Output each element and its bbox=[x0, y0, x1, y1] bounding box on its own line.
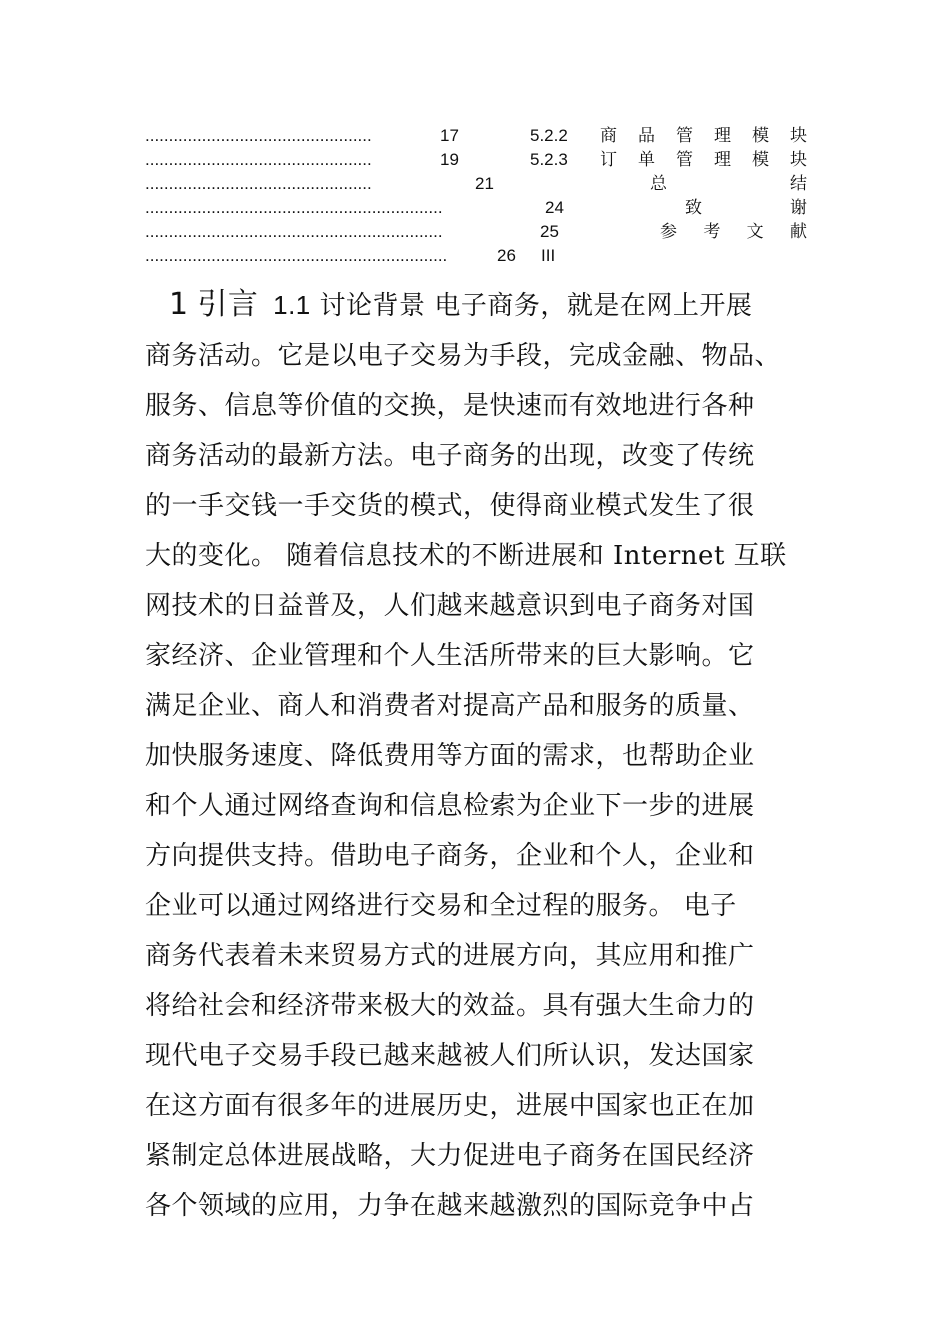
toc-entry-1 bbox=[145, 124, 807, 148]
subheading-number: 1.1 bbox=[273, 290, 311, 320]
toc-title: 商品管理模块 bbox=[600, 126, 807, 146]
toc-leader-dots: ................................................ bbox=[145, 126, 372, 145]
toc-title: 参考文献 bbox=[660, 222, 807, 242]
paragraph-line: 家经济、企业管理和个人生活所带来的巨大影响。它 bbox=[145, 641, 755, 671]
paragraph-line: 服务、信息等价值的交换，是快速而有效地进行各种 bbox=[145, 391, 755, 421]
table-of-contents bbox=[145, 124, 807, 268]
toc-leader-dots: ............................................................... bbox=[145, 198, 443, 217]
paragraph-line: 商务活动。它是以电子交易为手段，完成金融、物品、 bbox=[145, 341, 782, 371]
toc-page-number: 21 bbox=[475, 174, 494, 193]
toc-section-number: 5.2.2 bbox=[530, 126, 568, 145]
toc-entry-6 bbox=[145, 244, 807, 268]
paragraph-line: 的一手交钱一手交货的模式，使得商业模式发生了很 bbox=[145, 491, 755, 521]
paragraph-line: 各个领域的应用，力争在越来越激烈的国际竞争中占 bbox=[145, 1191, 755, 1221]
paragraph-line: 方向提供支持。借助电子商务，企业和个人，企业和 bbox=[145, 841, 755, 871]
toc-title: 订单管理模块 bbox=[600, 150, 807, 170]
subheading-title: 讨论背景 bbox=[319, 291, 426, 321]
paragraph-line: 加快服务速度、降低费用等方面的需求，也帮助企业 bbox=[145, 741, 755, 771]
toc-page-number: 17 bbox=[440, 126, 459, 145]
paragraph-line: 紧制定总体进展战略，大力促进电子商务在国民经济 bbox=[145, 1141, 755, 1171]
paragraph-line: 企业可以通过网络进行交易和全过程的服务。 电子 bbox=[145, 891, 737, 921]
body-text bbox=[145, 280, 815, 1231]
toc-leader-dots: ................................................ bbox=[145, 174, 372, 193]
heading-number: 1 bbox=[169, 287, 189, 322]
toc-entry-3 bbox=[145, 172, 807, 196]
paragraph-line: 大的变化。 随着信息技术的不断进展和 Internet 互联 bbox=[145, 541, 787, 571]
paragraph-line: 将给社会和经济带来极大的效益。具有强大生命力的 bbox=[145, 991, 755, 1021]
paragraph-line: 和个人通过网络查询和信息检索为企业下一步的进展 bbox=[145, 791, 755, 821]
toc-entry-2 bbox=[145, 148, 807, 172]
toc-page-number: 24 bbox=[545, 198, 564, 217]
paragraph-line: 在这方面有很多年的进展历史，进展中国家也正在加 bbox=[145, 1091, 755, 1121]
toc-page-number: 26 bbox=[497, 246, 516, 265]
toc-leader-dots: ................................................................ bbox=[145, 246, 448, 265]
toc-leader-dots: ................................................ bbox=[145, 150, 372, 169]
toc-section-number: 5.2.3 bbox=[530, 150, 568, 169]
paragraph-line: 商务代表着未来贸易方式的进展方向，其应用和推广 bbox=[145, 941, 755, 971]
paragraph-line: 电子商务，就是在网上开展 bbox=[434, 291, 753, 321]
toc-title: 总结 bbox=[650, 174, 807, 194]
toc-title: 致谢 bbox=[685, 198, 807, 218]
toc-page-number: 19 bbox=[440, 150, 459, 169]
toc-page-number: 25 bbox=[540, 222, 559, 241]
toc-leader-dots: ............................................................... bbox=[145, 222, 443, 241]
toc-entry-4 bbox=[145, 196, 807, 220]
paragraph-line: 现代电子交易手段已越来越被人们所认识，发达国家 bbox=[145, 1041, 755, 1071]
heading-title: 引言 bbox=[197, 287, 259, 322]
toc-entry-5 bbox=[145, 220, 807, 244]
page-roman-numeral: III bbox=[541, 246, 556, 265]
paragraph-line: 网技术的日益普及，人们越来越意识到电子商务对国 bbox=[145, 591, 755, 621]
paragraph-line: 商务活动的最新方法。电子商务的出现，改变了传统 bbox=[145, 441, 755, 471]
text-line-1 bbox=[145, 280, 815, 331]
paragraph-line: 满足企业、商人和消费者对提高产品和服务的质量、 bbox=[145, 691, 755, 721]
